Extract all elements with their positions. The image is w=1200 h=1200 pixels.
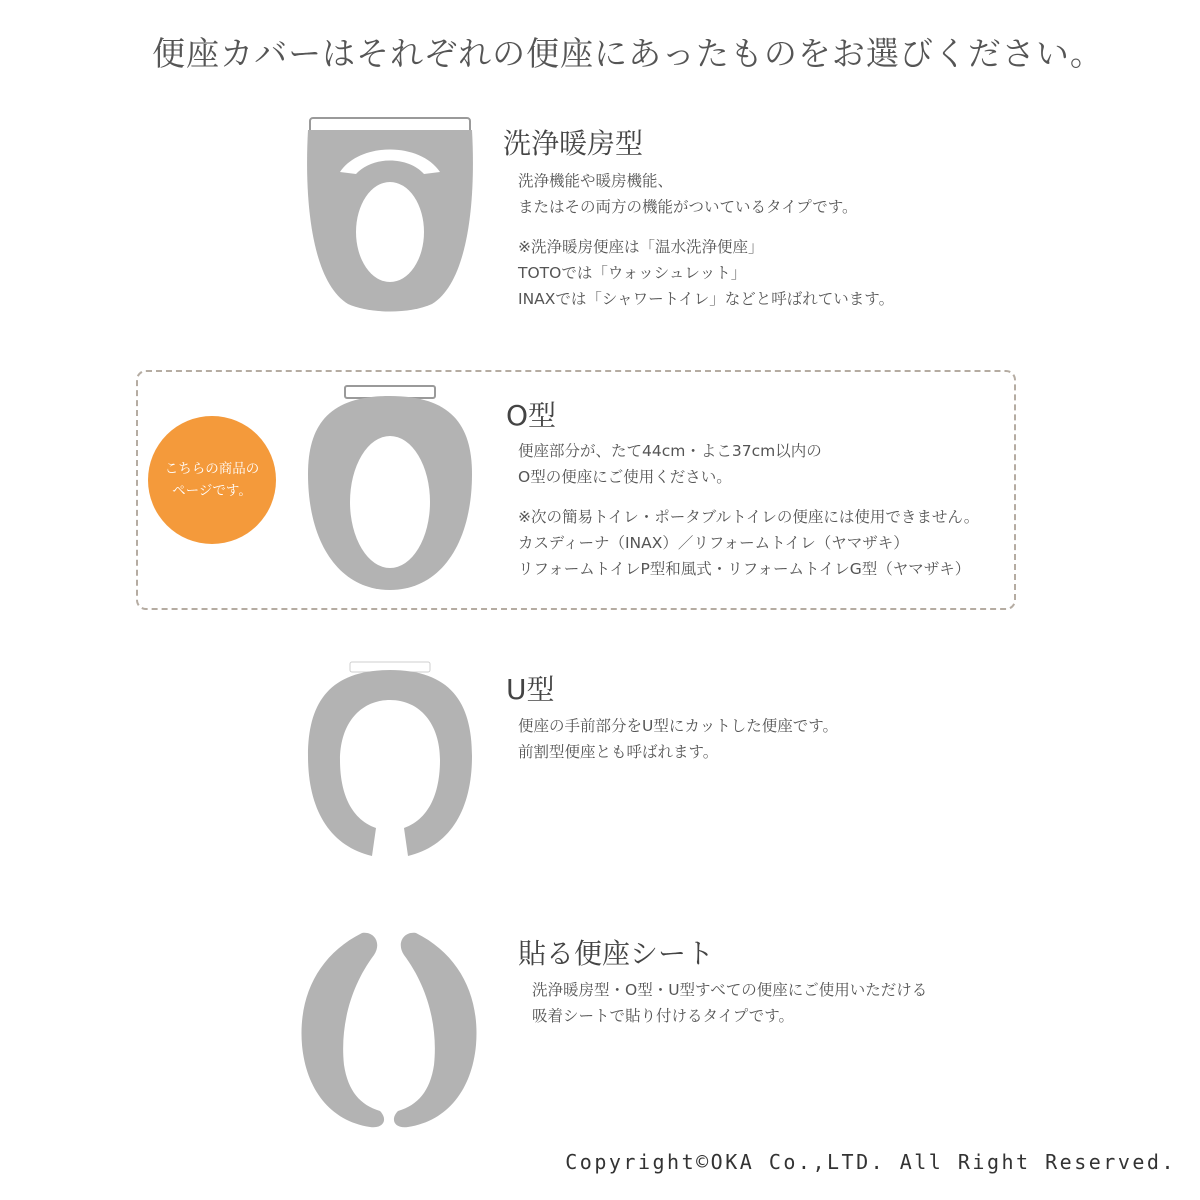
description-line: 便座の手前部分をU型にカットした便座です。 [518,717,838,735]
note-line: ※洗浄暖房便座は「温水洗浄便座」 [518,238,764,256]
section-description [518,168,894,312]
section-description [518,713,838,765]
description-line: 便座部分が、たて44cm・よこ37cm以内の [518,442,822,460]
note-line: リフォームトイレP型和風式・リフォームトイレG型（ヤマザキ） [518,560,971,578]
page-headline: 便座カバーはそれぞれの便座にあったものをお選びください。 [152,34,1104,73]
description-line: またはその両方の機能がついているタイプです。 [518,198,858,216]
description-line: 前割型便座とも呼ばれます。 [518,743,719,761]
badge-line: ページです。 [172,483,252,499]
description-line: O型の便座にご使用ください。 [518,468,732,486]
section-description [532,977,927,1029]
note-line: TOTOでは「ウォッシュレット」 [518,264,747,282]
description-line: 洗浄機能や暖房機能、 [518,172,674,190]
current-product-badge [148,416,276,544]
description-line: 吸着シートで貼り付けるタイプです。 [532,1007,794,1025]
note-line: ※次の簡易トイレ・ポータブルトイレの便座には使用できません。 [518,508,980,526]
badge-line: こちらの商品の [164,461,260,477]
note-line: INAXでは「シャワートイレ」などと呼ばれています。 [518,290,895,308]
seat-sticker-icon [296,925,482,1130]
washlet-seat-icon [300,112,480,312]
section-title: 貼る便座シート [518,937,715,970]
note-line: カスディーナ（INAX）／リフォームトイレ（ヤマザキ） [518,534,909,552]
section-title: 洗浄暖房型 [503,127,644,160]
u-type-seat-icon [300,660,480,865]
copyright-notice: Copyright©OKA Co.,LTD. All Right Reserved. [565,1150,1176,1174]
section-title: U型 [506,673,555,706]
o-type-seat-icon [300,384,480,594]
section-title: O型 [506,399,557,432]
description-line: 洗浄暖房型・O型・U型すべての便座にご使用いただける [532,981,928,999]
section-description [518,438,979,582]
